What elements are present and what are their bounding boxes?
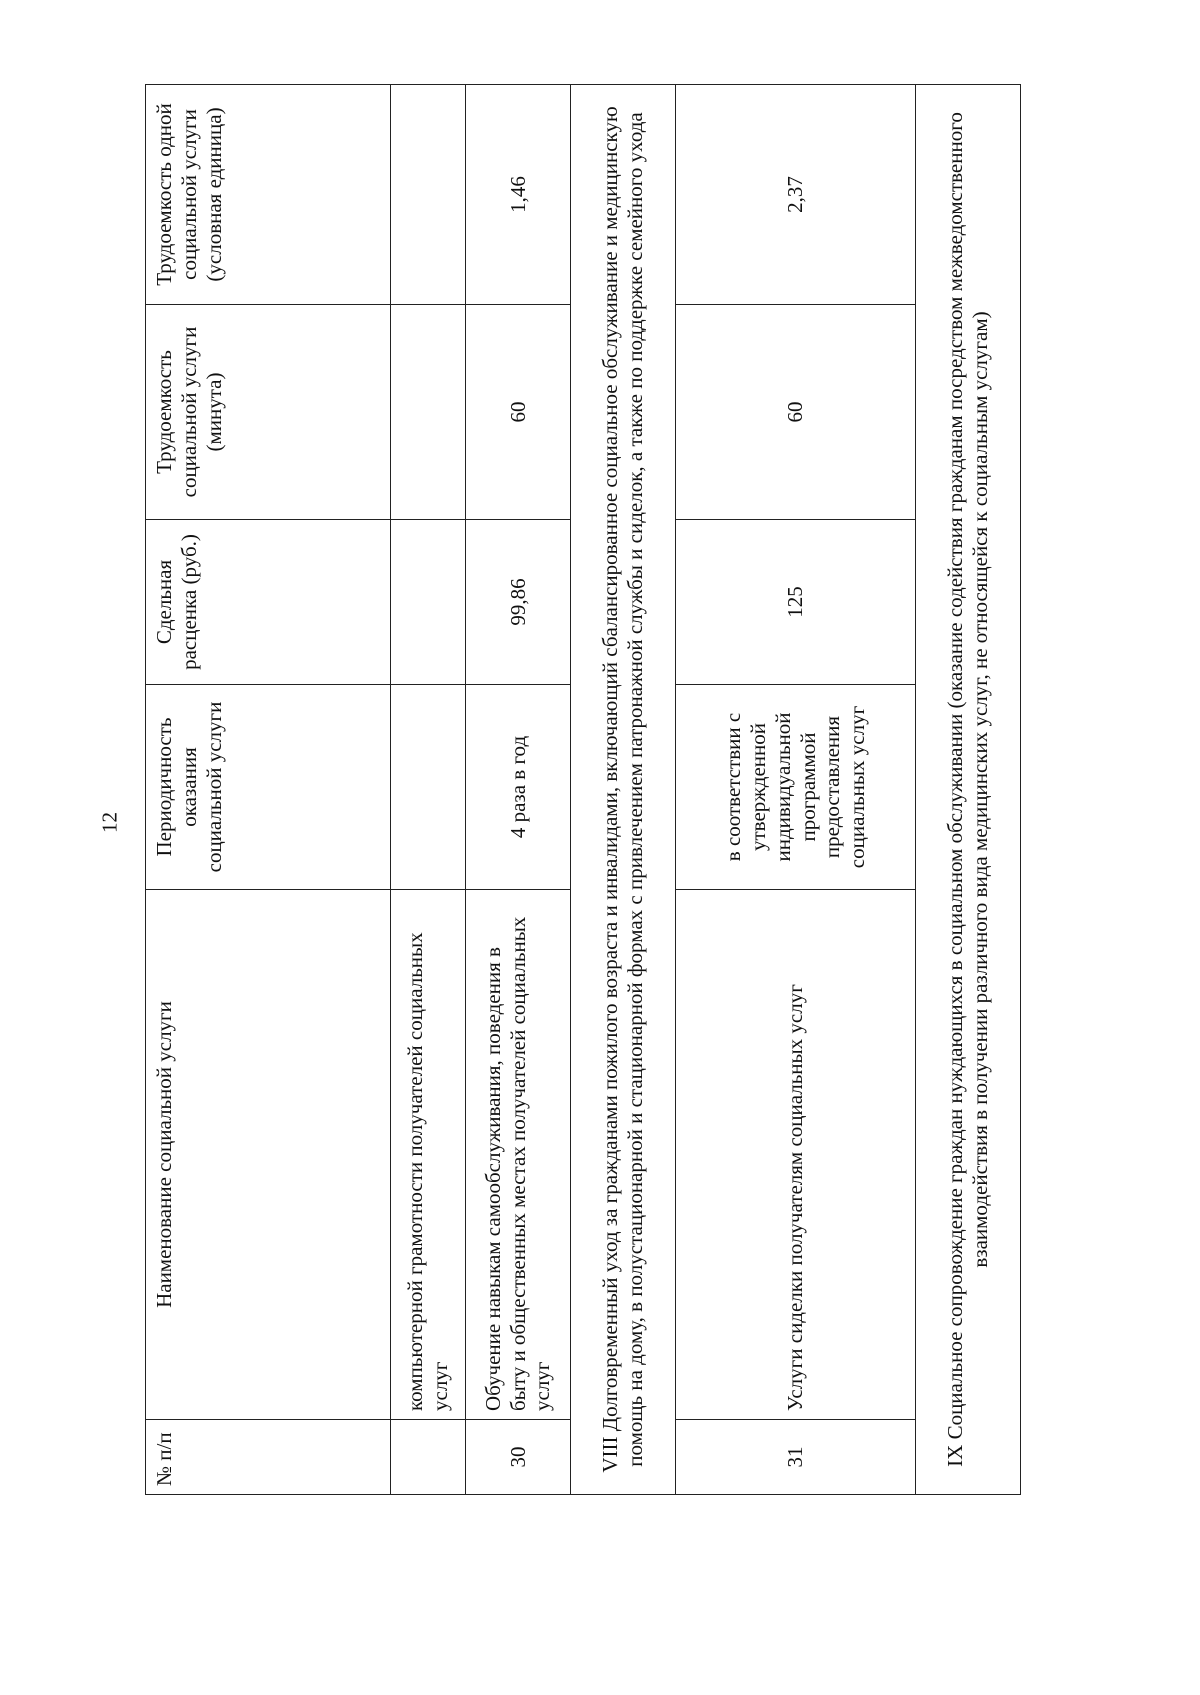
page-number: 12 <box>97 812 122 833</box>
cell-periodicity-30: 4 раза в год <box>466 685 571 890</box>
services-table <box>145 84 1021 1495</box>
cell-empty <box>391 520 466 685</box>
cell-labor-unit-31: 2,37 <box>676 85 916 305</box>
header-periodicity: Периодичность оказания социальной услуги <box>146 685 391 890</box>
rotated-table-inner <box>145 85 1020 1495</box>
table-row-continued <box>391 85 466 1495</box>
cell-empty <box>391 685 466 890</box>
cell-num-empty <box>391 1420 466 1495</box>
section-8-title: VIII Долговременный уход за гражданами пожилого возраста и инвалидами, включающий сбалансированное социальное обслуживание и медицинскую помощь на дому, в полустационарной и стационарной формах с привлечением патронажной службы и сиделок, а также по поддержке семейного ухода <box>571 85 676 1495</box>
table-row-31 <box>676 85 916 1495</box>
header-name: Наименование социальной услуги <box>146 890 391 1420</box>
cell-rate-30: 99,86 <box>466 520 571 685</box>
cell-num-30: 30 <box>466 1420 571 1495</box>
cell-empty <box>391 85 466 305</box>
rotated-table-wrapper <box>145 85 1020 1495</box>
header-rate: Сдельная расценка (руб.) <box>146 520 391 685</box>
cell-name-continued: компьютерной грамотности получателей социальных услуг <box>391 890 466 1420</box>
section-row-9 <box>916 85 1021 1495</box>
cell-name-30: Обучение навыкам самообслуживания, поведения в быту и общественных местах получателей социальных услуг <box>466 890 571 1420</box>
table-row-30 <box>466 85 571 1495</box>
header-labor-min: Трудоемкость социальной услуги (минута) <box>146 305 391 520</box>
header-labor-unit: Трудоемкость одной социальной услуги (условная единица) <box>146 85 391 305</box>
header-num: № п/п <box>146 1420 391 1495</box>
cell-rate-31: 125 <box>676 520 916 685</box>
cell-labor-min-31: 60 <box>676 305 916 520</box>
cell-periodicity-31: в соответствии с утвержденной индивидуальной программой предоставления социальных услуг <box>676 685 916 890</box>
cell-empty <box>391 305 466 520</box>
section-row-8 <box>571 85 676 1495</box>
cell-name-31: Услуги сиделки получателям социальных услуг <box>676 890 916 1420</box>
cell-labor-min-30: 60 <box>466 305 571 520</box>
header-row <box>146 85 391 1495</box>
section-9-title: IX Социальное сопровождение граждан нуждающихся в социальном обслуживании (оказание содействия гражданам посредством межведомственного взаимодействия в получении различного вида медицинских услуг, не относящейся к социальным услугам) <box>916 85 1021 1495</box>
cell-labor-unit-30: 1,46 <box>466 85 571 305</box>
cell-num-31: 31 <box>676 1420 916 1495</box>
